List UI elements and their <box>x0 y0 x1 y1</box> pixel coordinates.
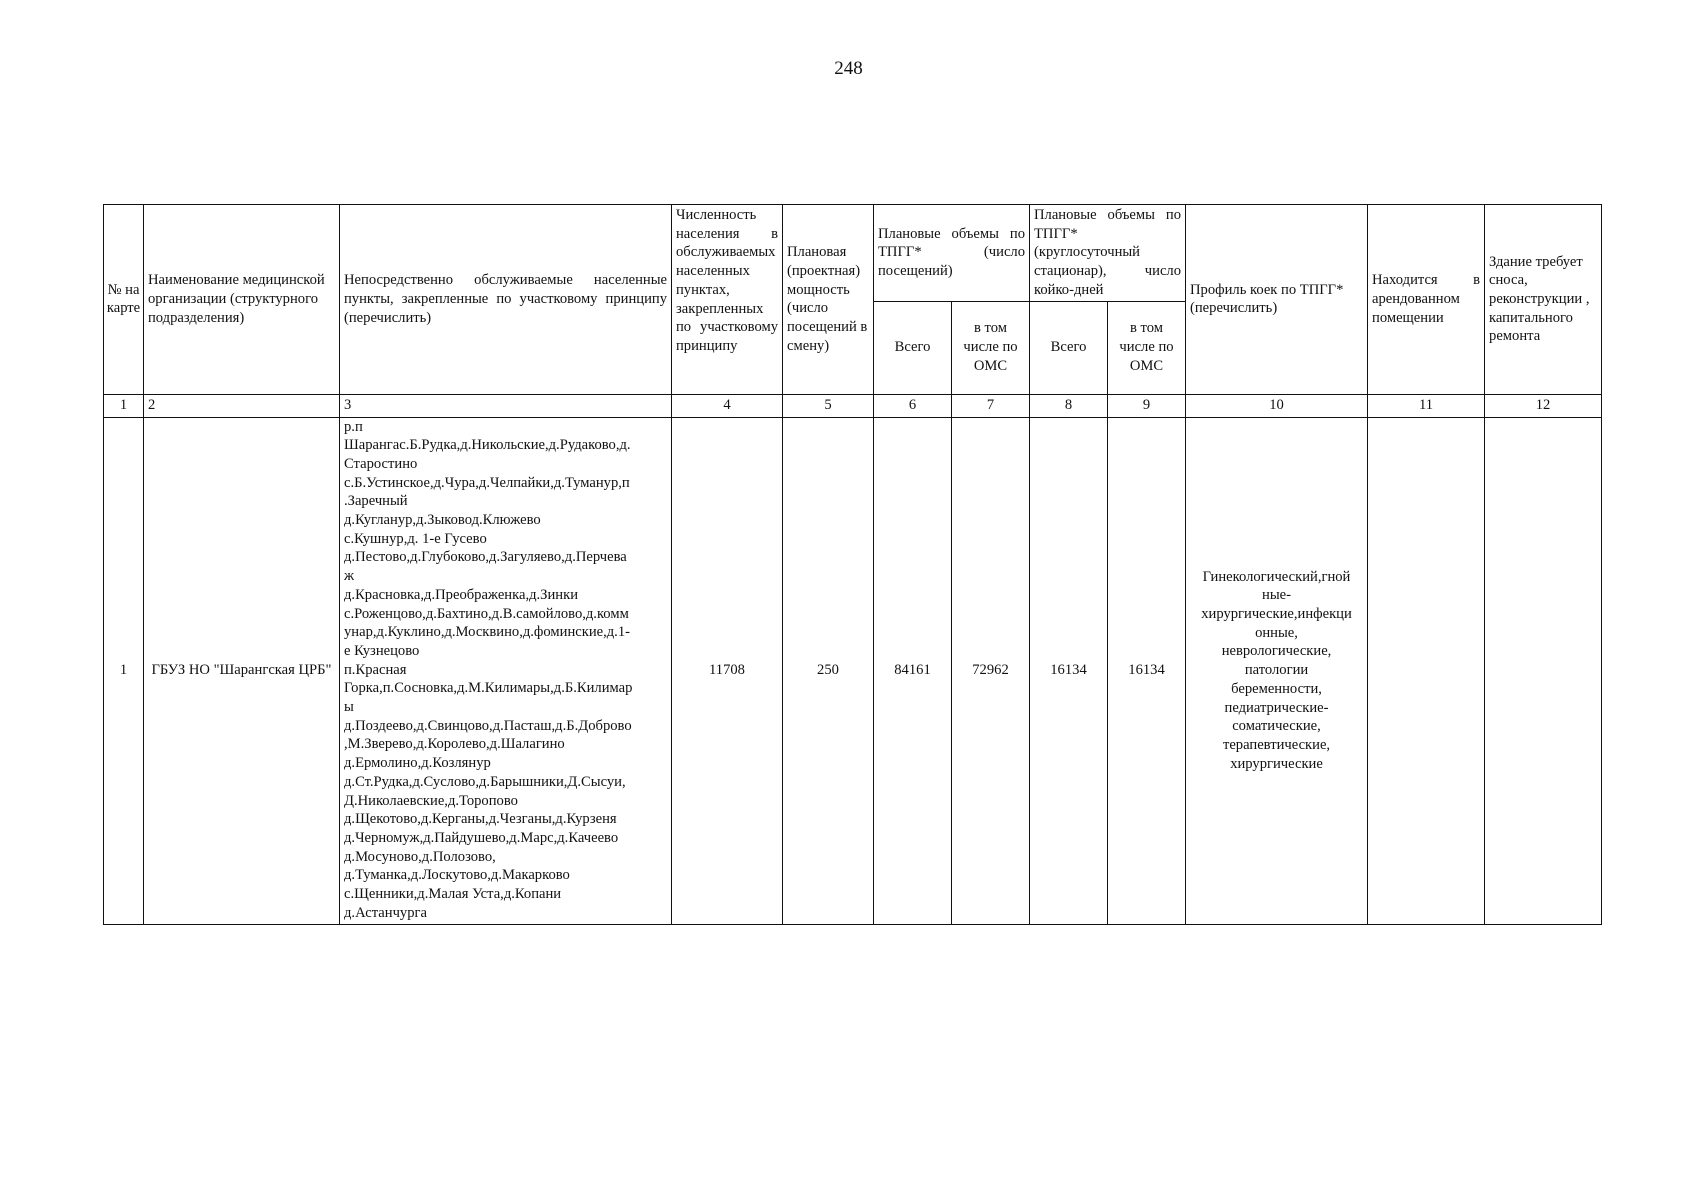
row-bed-profile <box>1186 417 1368 924</box>
header-visits-volume: Плановые объемы по ТПГГ* (число посещений) <box>874 205 1030 302</box>
settlement-line: Д.Николаевские,д.Торопово <box>344 792 518 809</box>
row-beddays-oms: 16134 <box>1108 417 1186 924</box>
header-map-number: № на карте <box>104 205 144 395</box>
settlement-line: ,М.Зверево,д.Королево,д.Шалагино <box>344 736 565 753</box>
column-number: 6 <box>874 394 952 417</box>
row-visits-oms: 72962 <box>952 417 1030 924</box>
row-organization: ГБУЗ НО "Шарангская ЦРБ" <box>144 417 340 924</box>
settlement-line: д.Кугланур,д.Зыковод.Клюжево <box>344 512 541 529</box>
settlement-line: д.Красновка,д.Преображенка,д.Зинки <box>344 586 579 603</box>
profile-line: неврологические, <box>1221 643 1332 660</box>
settlement-line: Старостино <box>344 455 418 472</box>
settlement-line: д.Черномуж,д.Пайдушево,д.Марс,д.Качеево <box>344 829 619 846</box>
profile-line: онные, <box>1255 624 1298 641</box>
settlement-line: д.Мосуново,д.Полозово, <box>344 848 496 865</box>
profile-line: хирургические <box>1230 755 1323 772</box>
header-beddays-oms: в том числе по ОМС <box>1108 301 1186 394</box>
profile-line: патологии <box>1244 662 1309 679</box>
profile-line: хирургические,инфекци <box>1201 606 1352 623</box>
row-visits-total: 84161 <box>874 417 952 924</box>
settlement-line: д.Туманка,д.Лоскутово,д.Макарково <box>344 867 570 884</box>
settlement-line: д.Ермолино,д.Козлянур <box>344 755 491 772</box>
row-map-number: 1 <box>104 417 144 924</box>
settlement-line: д.Ст.Рудка,д.Суслово,д.Барышники,Д.Сысуи, <box>344 773 626 790</box>
row-settlements <box>340 417 672 924</box>
header-visits-total: Всего <box>874 301 952 394</box>
header-rented: Находится в арендованном помещении <box>1368 205 1485 395</box>
profile-line: терапевтические, <box>1222 736 1331 753</box>
settlement-line: с.Б.Устинское,д.Чура,д.Челпайки,д.Туманур,п <box>344 474 630 491</box>
row-capacity: 250 <box>783 417 874 924</box>
row-needs-repair <box>1485 417 1602 924</box>
settlement-line: унар,д.Куклино,д.Москвино,д.фоминские,д.1- <box>344 624 630 641</box>
header-population: Численность населения в обслуживаемых населенных пунктах, закрепленных по участковому принципу <box>672 205 783 395</box>
settlement-line: д.Щекотово,д.Керганы,д.Чезганы,д.Курзеня <box>344 811 617 828</box>
column-number: 12 <box>1485 394 1602 417</box>
column-number: 4 <box>672 394 783 417</box>
settlement-line: ж <box>344 568 355 585</box>
profile-line: соматические, <box>1232 718 1321 735</box>
header-needs-repair: Здание требует сноса, реконструкции , капитального ремонта <box>1485 205 1602 395</box>
settlement-line: д.Астанчурга <box>344 904 427 921</box>
row-population: 11708 <box>672 417 783 924</box>
settlement-line: с.Кушнур,д. 1-е Гусево <box>344 530 487 547</box>
column-number: 11 <box>1368 394 1485 417</box>
column-number: 2 <box>144 394 340 417</box>
settlement-line: с.Роженцово,д.Бахтино,д.В.самойлово,д.комм <box>344 605 629 622</box>
column-number: 1 <box>104 394 144 417</box>
column-number: 9 <box>1108 394 1186 417</box>
settlement-line: ы <box>344 699 354 716</box>
settlement-line: д.Пестово,д.Глубоково,д.Загуляево,д.Перчева <box>344 549 627 566</box>
header-bed-profile: Профиль коек по ТПГГ* (перечислить) <box>1186 205 1368 395</box>
row-rented <box>1368 417 1485 924</box>
header-beddays-volume: Плановые объемы по ТПГГ* (круглосуточный стационар), число койко-дней <box>1030 205 1186 302</box>
page-number: 248 <box>834 58 863 79</box>
header-beddays-total: Всего <box>1030 301 1108 394</box>
column-number: 3 <box>340 394 672 417</box>
settlement-line: Шарангас.Б.Рудка,д.Никольские,д.Рудаково,д. <box>344 437 631 454</box>
header-visits-oms: в том числе по ОМС <box>952 301 1030 394</box>
column-numbers-row <box>104 394 1602 417</box>
table-row <box>104 417 1602 924</box>
settlement-line: е Кузнецово <box>344 642 420 659</box>
header-capacity: Плановая (проектная) мощность (число посещений в смену) <box>783 205 874 395</box>
header-settlements: Непосредственно обслуживаемые населенные пункты, закрепленные по участковому принципу (перечислить) <box>340 205 672 395</box>
settlement-line: .Заречный <box>344 493 408 510</box>
settlement-line: р.п <box>344 418 363 435</box>
settlement-line: д.Поздеево,д.Свинцово,д.Пасташ,д.Б.Доброво <box>344 717 632 734</box>
profile-line: ные- <box>1262 587 1291 604</box>
profile-line: педиатрические- <box>1224 699 1329 716</box>
profile-line: Гинекологический,гной <box>1202 568 1351 585</box>
column-number: 7 <box>952 394 1030 417</box>
settlement-line: с.Щенники,д.Малая Уста,д.Копани <box>344 886 562 903</box>
healthcare-facilities-table <box>103 204 1602 925</box>
column-number: 8 <box>1030 394 1108 417</box>
settlement-line: Горка,п.Сосновка,д.М.Килимары,д.Б.Килимар <box>344 680 633 697</box>
column-number: 10 <box>1186 394 1368 417</box>
profile-line: беременности, <box>1231 680 1322 697</box>
column-number: 5 <box>783 394 874 417</box>
row-beddays-total: 16134 <box>1030 417 1108 924</box>
settlement-line: п.Красная <box>344 661 407 678</box>
header-organization: Наименование медицинской организации (структурного подразделения) <box>144 205 340 395</box>
header-row-top <box>104 205 1602 302</box>
